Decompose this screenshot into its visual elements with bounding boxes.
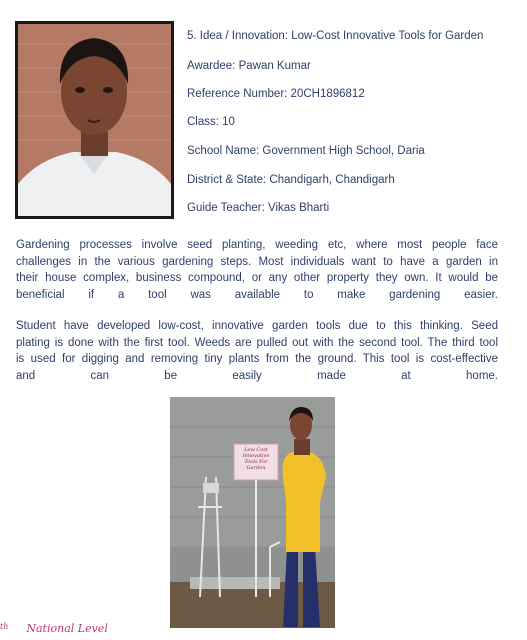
placard-text <box>236 447 276 471</box>
footer-superscript: th <box>0 622 9 631</box>
placard-line: Innovative <box>242 453 270 459</box>
footer-label <box>0 622 160 640</box>
paragraph-line: and can be easily made at home. <box>16 369 498 382</box>
paragraph-line: challenges in the various gardening steps. Most individuals want to have a garden in <box>16 255 498 268</box>
placard-line: Garden <box>246 465 266 471</box>
awardee-name: Awardee: Pawan Kumar <box>187 60 311 72</box>
paragraph-line: beneficial if a tool was available to make gardening easier. <box>16 288 498 301</box>
footer-text: National Level <box>26 622 108 635</box>
description-paragraph-1 <box>16 237 498 303</box>
awardee-portrait <box>15 21 174 219</box>
school-name: School Name: Government High School, Daria <box>187 145 425 157</box>
paragraph-line: Gardening processes involve seed planting, weeding etc, where most people face <box>16 239 498 251</box>
district-state: District & State: Chandigarh, Chandigarh <box>187 174 395 186</box>
class-label: Class: 10 <box>187 116 235 128</box>
idea-title: 5. Idea / Innovation: Low-Cost Innovative Tools for Garden <box>187 30 484 42</box>
description-paragraph-2 <box>16 318 498 384</box>
paragraph-line: their house complex, business compound, or any other property they own. It would be <box>16 272 498 285</box>
reference-number: Reference Number: 20CH1896812 <box>187 88 365 100</box>
project-photo <box>170 397 335 628</box>
paragraph-line: is used for digging and removing tiny plants from the ground. This tool is cost-effective <box>16 353 498 366</box>
placard-line: Tools For <box>244 459 268 465</box>
paragraph-line: Student have developed low-cost, innovative garden tools due to this thinking. Seed <box>16 320 498 332</box>
guide-teacher: Guide Teacher: Vikas Bharti <box>187 202 330 214</box>
paragraph-line: plating is done with the first tool. Weeds are pulled out with the second tool. The third tool <box>16 336 498 349</box>
placard-line: Low Cost <box>244 447 268 453</box>
